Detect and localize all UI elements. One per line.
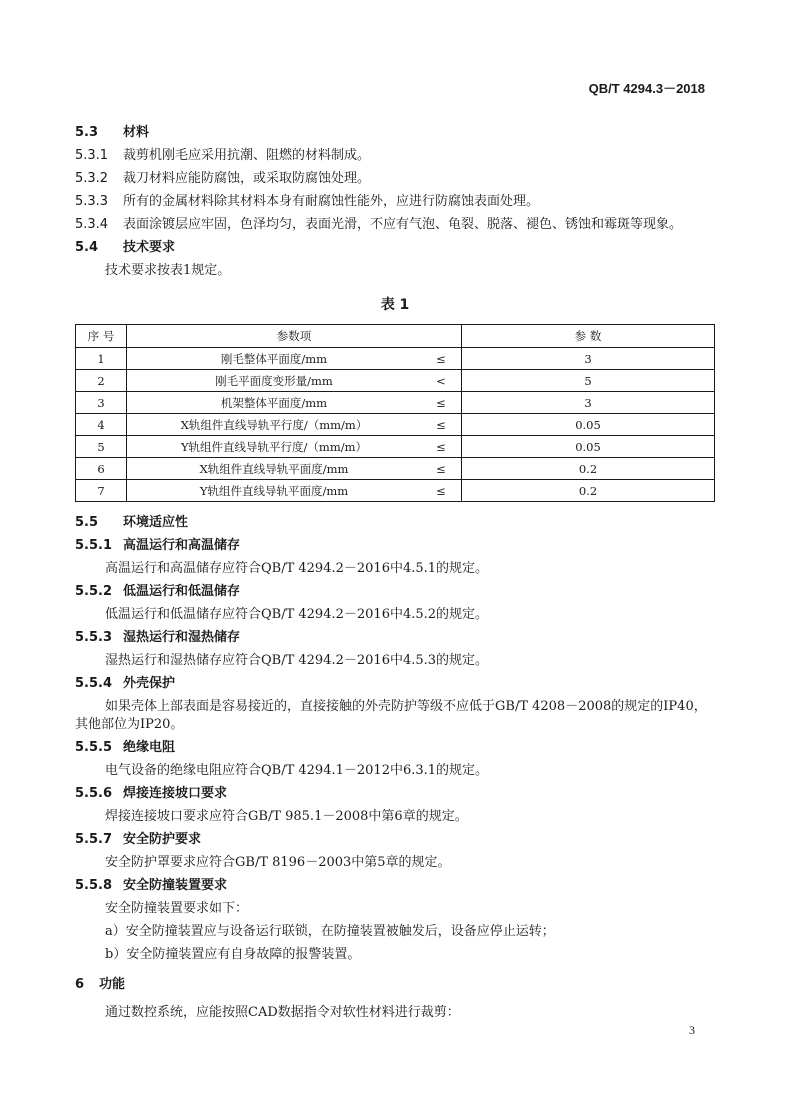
clause-number: 5.5.8 — [75, 878, 113, 893]
row-param: 刚毛整体平面度/mm — [127, 348, 422, 370]
table-row — [76, 436, 715, 458]
clause-5-5-7-heading — [75, 831, 715, 849]
table-row — [76, 392, 715, 414]
row-no: 6 — [76, 458, 127, 480]
header-param: 参数项 — [127, 325, 462, 348]
clause-number: 5.3.1 — [75, 148, 109, 163]
clause-5-5-5-heading — [75, 739, 715, 757]
row-no: 3 — [76, 392, 127, 414]
clause-number: 5.5.4 — [75, 676, 113, 691]
row-operator: < — [421, 370, 462, 392]
row-no: 7 — [76, 480, 127, 502]
clause-5-5-4-text: 如果壳体上部表面是容易接近的，直接接触的外壳防护等级不应低于GB/T 4208－2008的规定的IP40，其他部位为IP20。 — [75, 699, 707, 732]
clause-5-5-8-text: 安全防撞装置要求如下： — [105, 901, 249, 916]
header-no: 序 号 — [76, 325, 127, 348]
list-item: b）安全防撞装置应有自身故障的报警装置。 — [105, 947, 361, 962]
row-value: 0.2 — [462, 480, 715, 502]
row-value: 5 — [462, 370, 715, 392]
row-value: 0.2 — [462, 458, 715, 480]
clause-5-5-5-text: 电气设备的绝缘电阻应符合QB/T 4294.1－2012中6.3.1的规定。 — [105, 763, 489, 778]
row-operator: ≤ — [421, 458, 462, 480]
table-row — [76, 414, 715, 436]
clause-title: 焊接连接坡口要求 — [123, 786, 228, 801]
clause-title: 湿热运行和湿热储存 — [123, 630, 241, 645]
section-title: 功能 — [99, 977, 126, 992]
clause-5-5-1-heading — [75, 537, 715, 555]
clause-title: 低温运行和低温储存 — [123, 584, 241, 599]
standard-code: QB/T 4294.3－2018 — [588, 81, 705, 96]
section-6-text: 通过数控系统，应能按照CAD数据指令对软性材料进行裁剪： — [105, 1005, 460, 1020]
clause-number: 5.5.5 — [75, 740, 113, 755]
table-row — [76, 458, 715, 480]
clause-text: 裁刀材料应能防腐蚀，或采取防腐蚀处理。 — [123, 171, 371, 186]
clause-5-5-2-heading — [75, 583, 715, 601]
section-number: 5.3 — [75, 125, 99, 140]
clause-5-5-3-text: 湿热运行和湿热储存应符合QB/T 4294.2－2016中4.5.3的规定。 — [105, 653, 489, 668]
clause-title: 绝缘电阻 — [123, 740, 176, 755]
row-param: 机架整体平面度/mm — [127, 392, 422, 414]
parameter-table — [75, 324, 715, 502]
clause-number: 5.5.6 — [75, 786, 113, 801]
row-no: 2 — [76, 370, 127, 392]
table-row — [76, 480, 715, 502]
row-operator: ≤ — [421, 436, 462, 458]
clause-5-3-3 — [75, 193, 715, 211]
table-caption: 表 1 — [380, 297, 410, 313]
row-operator: ≤ — [421, 392, 462, 414]
row-no: 5 — [76, 436, 127, 458]
table-row — [76, 370, 715, 392]
section-title: 材料 — [123, 125, 150, 140]
row-no: 1 — [76, 348, 127, 370]
clause-5-5-7-text: 安全防护罩要求应符合GB/T 8196－2003中第5章的规定。 — [105, 855, 451, 870]
section-5-3-heading — [75, 124, 715, 142]
section-5-4-heading — [75, 239, 715, 257]
section-title: 技术要求 — [123, 240, 176, 255]
section-6-heading — [75, 976, 715, 994]
clause-5-5-2-text: 低温运行和低温储存应符合QB/T 4294.2－2016中4.5.2的规定。 — [105, 607, 489, 622]
section-5-5-heading — [75, 514, 715, 532]
clause-5-5-6-text: 焊接连接坡口要求应符合GB/T 985.1－2008中第6章的规定。 — [105, 809, 468, 824]
clause-title: 外壳保护 — [123, 676, 176, 691]
row-value: 3 — [462, 348, 715, 370]
row-param: X轨组件直线导轨平面度/mm — [127, 458, 422, 480]
clause-5-5-4-heading — [75, 675, 715, 693]
list-item: a）安全防撞装置应与设备运行联锁，在防撞装置被触发后，设备应停止运转； — [105, 924, 555, 939]
clause-number: 5.5.1 — [75, 538, 113, 553]
table-header-row — [76, 325, 715, 348]
clause-5-5-1-text: 高温运行和高温储存应符合QB/T 4294.2－2016中4.5.1的规定。 — [105, 561, 489, 576]
row-param: X轨组件直线导轨平行度/（mm/m） — [127, 414, 422, 436]
clause-5-3-4 — [75, 216, 715, 234]
row-value: 3 — [462, 392, 715, 414]
clause-5-3-1 — [75, 147, 715, 165]
row-operator: ≤ — [421, 348, 462, 370]
row-operator: ≤ — [421, 480, 462, 502]
clause-number: 5.5.2 — [75, 584, 113, 599]
clause-title: 安全防护要求 — [123, 832, 202, 847]
header-value: 参 数 — [462, 325, 715, 348]
section-title: 环境适应性 — [123, 515, 189, 530]
row-param: Y轨组件直线导轨平行度/（mm/m） — [127, 436, 422, 458]
row-no: 4 — [76, 414, 127, 436]
section-number: 6 — [75, 977, 85, 992]
section-number: 5.4 — [75, 240, 99, 255]
clause-text: 所有的金属材料除其材料本身有耐腐蚀性能外，应进行防腐蚀表面处理。 — [123, 194, 540, 209]
row-operator: ≤ — [421, 414, 462, 436]
clause-text: 表面涂镀层应牢固，色泽均匀，表面光滑，不应有气泡、龟裂、脱落、褪色、锈蚀和霉斑等现象。 — [123, 217, 683, 232]
table-row — [76, 348, 715, 370]
row-value: 0.05 — [462, 436, 715, 458]
clause-number: 5.3.2 — [75, 171, 109, 186]
row-param: 刚毛平面度变形量/mm — [127, 370, 422, 392]
clause-text: 裁剪机刚毛应采用抗潮、阻燃的材料制成。 — [123, 148, 371, 163]
document-body — [75, 124, 715, 1027]
clause-number: 5.5.3 — [75, 630, 113, 645]
clause-number: 5.5.7 — [75, 832, 113, 847]
page-number: 3 — [689, 1023, 695, 1037]
section-5-4-text: 技术要求按表1规定。 — [105, 263, 231, 278]
section-number: 5.5 — [75, 515, 99, 530]
clause-5-5-6-heading — [75, 785, 715, 803]
clause-5-3-2 — [75, 170, 715, 188]
clause-title: 安全防撞装置要求 — [123, 878, 228, 893]
clause-number: 5.3.4 — [75, 217, 109, 232]
row-param: Y轨组件直线导轨平面度/mm — [127, 480, 422, 502]
clause-title: 高温运行和高温储存 — [123, 538, 241, 553]
clause-5-5-8-heading — [75, 877, 715, 895]
clause-number: 5.3.3 — [75, 194, 109, 209]
clause-5-5-3-heading — [75, 629, 715, 647]
row-value: 0.05 — [462, 414, 715, 436]
